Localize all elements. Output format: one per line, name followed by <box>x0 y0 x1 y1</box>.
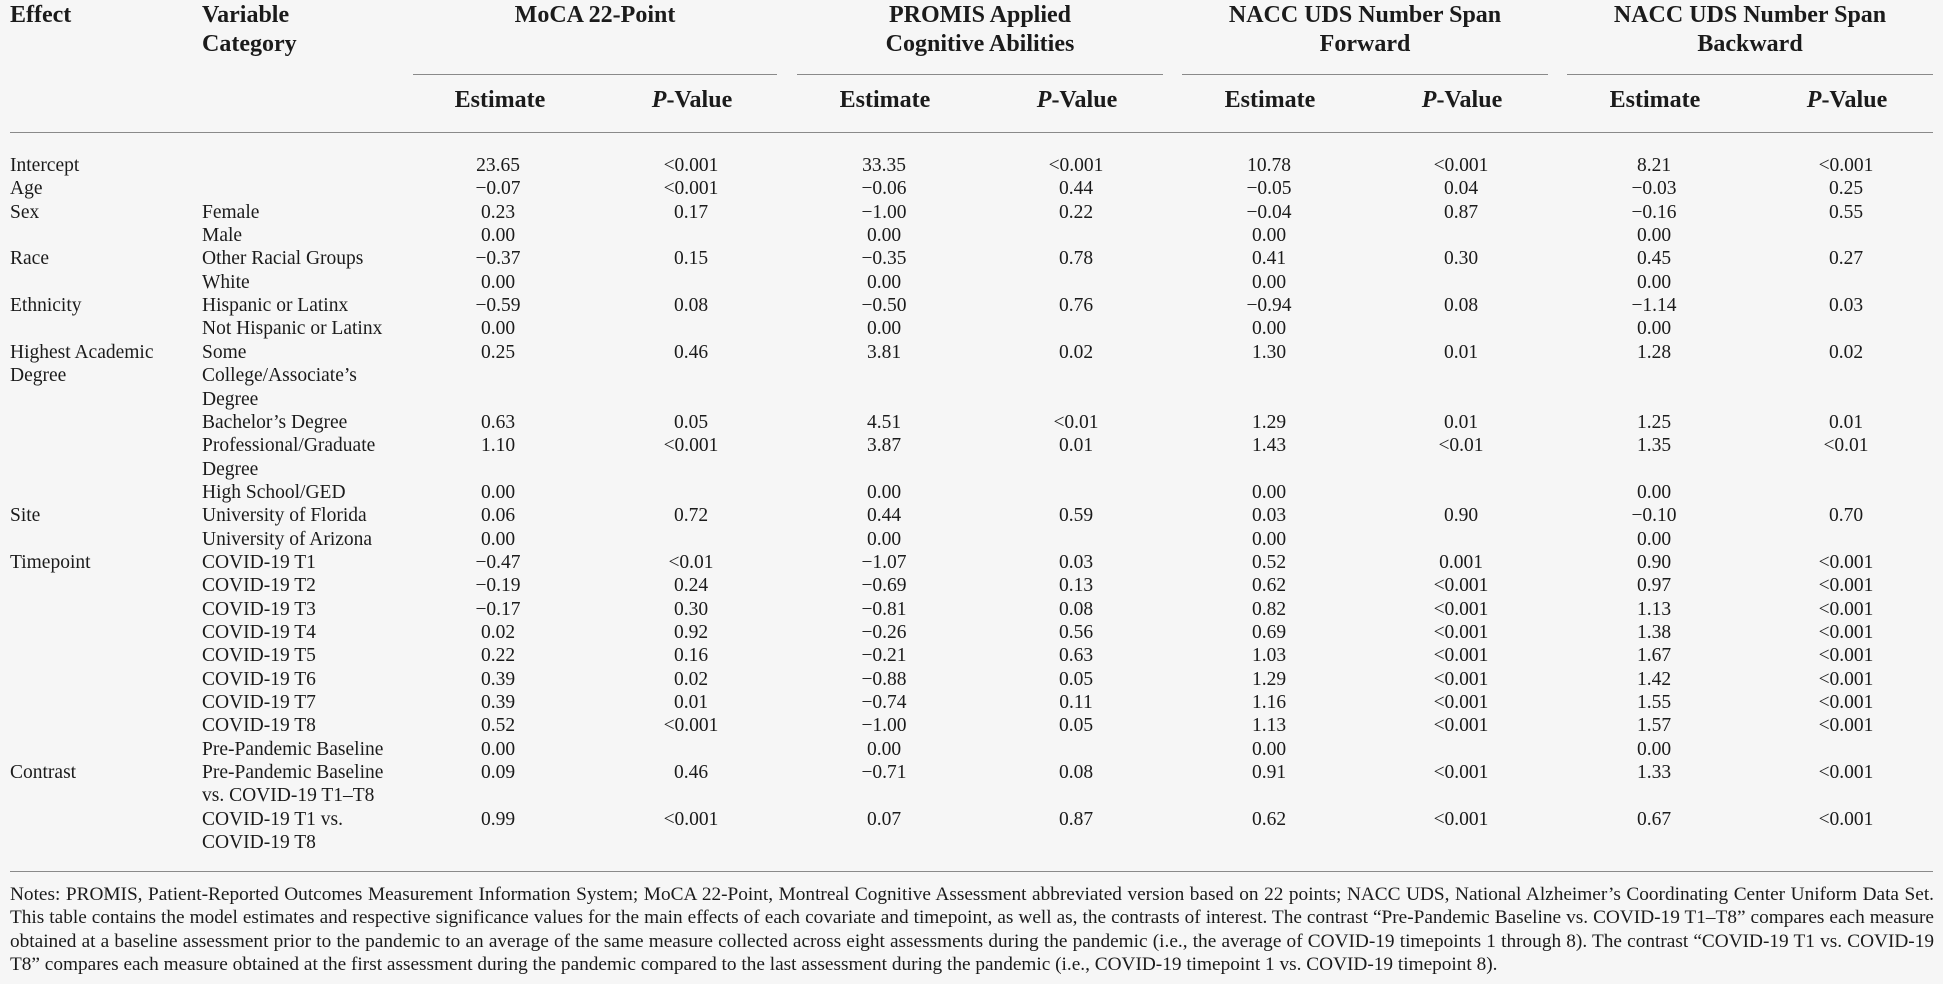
p-value-cell: <0.001 <box>663 808 719 830</box>
p-value-cell: 0.56 <box>1058 622 1094 643</box>
p-value-cell: 0.01 <box>1058 435 1094 457</box>
header-moca-line1: MoCA 22-Point <box>514 2 676 28</box>
p-rest: -Value <box>666 87 733 113</box>
p-rest: -Value <box>1051 87 1118 113</box>
estimate-cell: −0.21 <box>861 645 907 667</box>
row-category: Not Hispanic or Latinx <box>202 318 383 340</box>
estimate-cell: 10.78 <box>1247 155 1291 176</box>
header-bottom-rule <box>10 132 1933 133</box>
estimate-cell: 0.99 <box>480 808 516 830</box>
estimate-cell: 0.23 <box>480 201 516 223</box>
p-value-cell: 0.30 <box>673 598 709 620</box>
p-value-cell: <0.001 <box>1818 551 1874 573</box>
header-variable-line2: Category <box>202 31 297 57</box>
header-promis-line1: PROMIS Applied <box>888 2 1072 28</box>
estimate-cell: 0.00 <box>480 738 516 760</box>
estimate-cell: 0.00 <box>1636 738 1672 760</box>
estimate-cell: 0.00 <box>1251 271 1287 293</box>
p-value-cell: 0.55 <box>1828 201 1864 223</box>
p-value-cell: 0.22 <box>1058 201 1094 223</box>
estimate-cell: 0.39 <box>480 692 516 714</box>
estimate-cell: −0.81 <box>861 598 907 620</box>
row-effect: Degree <box>10 365 67 387</box>
p-italic: P <box>1421 87 1437 113</box>
p-value-cell: <0.01 <box>1053 411 1099 433</box>
subheader-p-value <box>1747 86 1943 115</box>
p-value-cell: <0.001 <box>1433 692 1489 714</box>
p-value-cell: 0.01 <box>1443 341 1479 363</box>
row-category: COVID-19 T7 <box>202 692 316 714</box>
row-effect: Site <box>10 505 41 527</box>
row-category: COVID-19 T8 <box>202 715 316 737</box>
estimate-cell: 0.97 <box>1636 575 1672 597</box>
row-effect: Age <box>10 178 43 200</box>
estimate-cell: 0.00 <box>1636 481 1672 503</box>
p-value-cell: 0.01 <box>1828 411 1864 433</box>
subheader-p-value <box>977 86 1177 115</box>
estimate-cell: 1.30 <box>1251 341 1287 363</box>
estimate-cell: 3.81 <box>866 341 902 363</box>
estimate-cell: −0.35 <box>861 248 907 270</box>
estimate-cell: 1.13 <box>1251 715 1287 737</box>
p-value-cell: 0.03 <box>1828 295 1864 317</box>
row-category: Bachelor’s Degree <box>202 411 348 433</box>
estimate-cell: 1.28 <box>1636 341 1672 363</box>
row-category: Pre-Pandemic Baseline <box>202 738 384 760</box>
row-category: Professional/Graduate <box>202 435 376 457</box>
p-value-cell: 0.87 <box>1443 201 1479 223</box>
p-italic: P <box>651 87 667 113</box>
p-value-cell: 0.02 <box>673 668 709 690</box>
p-value-cell: 0.03 <box>1058 551 1094 573</box>
row-category: University of Arizona <box>202 528 373 550</box>
estimate-cell: −0.17 <box>475 598 521 620</box>
estimate-cell: 0.00 <box>480 481 516 503</box>
subheader-p-value <box>1362 86 1562 115</box>
row-effect: Sex <box>10 201 40 223</box>
estimate-cell: 0.63 <box>480 411 516 433</box>
estimate-cell: 0.52 <box>480 715 516 737</box>
estimate-cell: 1.13 <box>1636 598 1672 620</box>
p-value-cell: 0.70 <box>1828 505 1864 527</box>
estimate-cell: 0.67 <box>1636 808 1672 830</box>
p-value-cell: 0.08 <box>1058 762 1094 784</box>
header-promis <box>797 1 1163 59</box>
header-moca <box>413 1 777 30</box>
estimate-cell: 0.69 <box>1251 622 1287 643</box>
p-value-cell: 0.90 <box>1443 505 1479 527</box>
estimate-cell: 0.44 <box>866 505 902 527</box>
p-value-cell: <0.001 <box>1048 155 1104 176</box>
row-category: COVID-19 T1 vs. <box>202 808 344 830</box>
row-category: COVID-19 T2 <box>202 575 316 597</box>
row-category: Other Racial Groups <box>202 248 364 270</box>
p-value-cell: 0.46 <box>673 762 709 784</box>
row-category: White <box>202 271 250 293</box>
estimate-cell: −0.94 <box>1246 295 1292 317</box>
estimate-cell: −0.88 <box>861 668 907 690</box>
row-effect: Timepoint <box>10 551 91 573</box>
p-value-cell: 0.27 <box>1828 248 1864 270</box>
header-span-forward-line2: Forward <box>1319 31 1411 57</box>
group-rule-forward <box>1182 74 1548 75</box>
estimate-cell: −0.10 <box>1631 505 1677 527</box>
estimate-cell: 0.00 <box>866 271 902 293</box>
table-bottom-rule <box>10 871 1933 872</box>
p-value-cell: 0.01 <box>673 692 709 714</box>
p-value-cell: 0.11 <box>1059 692 1093 714</box>
estimate-cell: 0.00 <box>1251 481 1287 503</box>
p-value-cell: <0.001 <box>1433 808 1489 830</box>
p-value-cell: 0.08 <box>673 295 709 317</box>
p-value-cell: <0.001 <box>1433 715 1489 737</box>
row-category: COVID-19 T3 <box>202 598 316 620</box>
row-category: Pre-Pandemic Baseline <box>202 762 384 784</box>
p-value-cell: <0.001 <box>1818 575 1874 597</box>
estimate-cell: −1.14 <box>1631 295 1677 317</box>
p-value-cell: 0.87 <box>1058 808 1094 830</box>
p-value-cell: 0.08 <box>1058 598 1094 620</box>
p-italic: P <box>1806 87 1822 113</box>
estimate-cell: −0.19 <box>475 575 521 597</box>
estimate-cell: 1.29 <box>1251 668 1287 690</box>
estimate-cell: 0.09 <box>480 762 516 784</box>
estimate-cell: 33.35 <box>862 155 906 176</box>
p-value-cell: 0.78 <box>1058 248 1094 270</box>
row-effect: Intercept <box>10 155 80 176</box>
estimate-cell: −0.03 <box>1631 178 1677 200</box>
p-value-cell: 0.17 <box>673 201 709 223</box>
p-value-cell: 0.46 <box>673 341 709 363</box>
p-rest: -Value <box>1821 87 1888 113</box>
row-category: Hispanic or Latinx <box>202 295 349 317</box>
row-effect: Highest Academic <box>10 341 154 363</box>
estimate-cell: 0.82 <box>1251 598 1287 620</box>
estimate-cell: −0.69 <box>861 575 907 597</box>
row-category: College/Associate’s <box>202 365 357 387</box>
estimate-cell: −0.04 <box>1246 201 1292 223</box>
estimate-cell: −0.47 <box>475 551 521 573</box>
estimate-cell: 1.35 <box>1636 435 1672 457</box>
p-value-cell: <0.001 <box>1818 692 1874 714</box>
estimate-cell: 0.39 <box>480 668 516 690</box>
row-category: Degree <box>202 458 259 480</box>
estimate-cell: −1.00 <box>861 201 907 223</box>
estimate-cell: 23.65 <box>476 155 520 176</box>
p-value-cell: 0.76 <box>1058 295 1094 317</box>
estimate-cell: 0.25 <box>480 341 516 363</box>
p-value-cell: 0.01 <box>1443 411 1479 433</box>
estimate-cell: 0.22 <box>480 645 516 667</box>
estimate-cell: −0.16 <box>1631 201 1677 223</box>
p-value-cell: 0.05 <box>1058 715 1094 737</box>
estimate-cell: 0.00 <box>866 318 902 340</box>
p-value-cell: <0.001 <box>1433 575 1489 597</box>
header-effect: Effect <box>10 2 72 28</box>
row-category: Some <box>202 341 247 363</box>
estimate-cell: 4.51 <box>866 411 902 433</box>
estimate-cell: −0.50 <box>861 295 907 317</box>
row-category: COVID-19 T6 <box>202 668 316 690</box>
estimate-cell: 0.91 <box>1251 762 1287 784</box>
p-italic: P <box>1036 87 1052 113</box>
group-rule-promis <box>797 74 1163 75</box>
estimate-cell: 0.02 <box>480 622 516 643</box>
estimate-cell: 0.41 <box>1251 248 1287 270</box>
estimate-cell: 0.45 <box>1636 248 1672 270</box>
estimate-cell: −0.06 <box>861 178 907 200</box>
p-value-cell: 0.13 <box>1058 575 1094 597</box>
row-category: COVID-19 T8 <box>202 832 316 854</box>
estimate-cell: 0.00 <box>480 271 516 293</box>
estimate-cell: 1.55 <box>1636 692 1672 714</box>
row-category: COVID-19 T5 <box>202 645 316 667</box>
row-category: University of Florida <box>202 505 367 527</box>
header-span-backward <box>1567 1 1933 59</box>
estimate-cell: 1.16 <box>1251 692 1287 714</box>
p-rest: -Value <box>1436 87 1503 113</box>
estimate-cell: 0.90 <box>1636 551 1672 573</box>
subheader-estimate: Estimate <box>1609 87 1701 113</box>
row-category: High School/GED <box>202 481 346 503</box>
estimate-cell: 1.03 <box>1251 645 1287 667</box>
p-value-cell: <0.01 <box>1438 435 1484 457</box>
header-span-forward-line1: NACC UDS Number Span <box>1228 2 1502 28</box>
p-value-cell: 0.24 <box>673 575 709 597</box>
p-value-cell: 0.92 <box>673 622 709 643</box>
estimate-cell: 0.03 <box>1251 505 1287 527</box>
estimate-cell: −0.05 <box>1246 178 1292 200</box>
p-value-cell: <0.001 <box>1818 645 1874 667</box>
estimate-cell: 0.00 <box>1251 528 1287 550</box>
estimate-cell: 0.62 <box>1251 575 1287 597</box>
estimate-cell: 1.33 <box>1636 762 1672 784</box>
row-effect: Contrast <box>10 762 77 784</box>
estimate-cell: 1.42 <box>1636 668 1672 690</box>
p-value-cell: 0.16 <box>673 645 709 667</box>
row-category: COVID-19 T4 <box>202 622 316 643</box>
p-value-cell: <0.001 <box>663 435 719 457</box>
p-value-cell: 0.59 <box>1058 505 1094 527</box>
estimate-cell: 0.00 <box>1636 271 1672 293</box>
row-effect: Ethnicity <box>10 295 82 317</box>
p-value-cell: <0.001 <box>1433 762 1489 784</box>
row-category: COVID-19 T1 <box>202 551 316 573</box>
group-rule-moca <box>413 74 777 75</box>
estimate-cell: 1.38 <box>1636 622 1672 643</box>
estimate-cell: −0.07 <box>475 178 521 200</box>
p-value-cell: <0.001 <box>1818 762 1874 784</box>
header-span-forward <box>1182 1 1548 59</box>
p-value-cell: <0.001 <box>1433 668 1489 690</box>
estimate-cell: 0.00 <box>866 738 902 760</box>
estimate-cell: −0.59 <box>475 295 521 317</box>
estimate-cell: 1.43 <box>1251 435 1287 457</box>
estimate-cell: 0.00 <box>480 225 516 247</box>
p-value-cell: <0.001 <box>663 178 719 200</box>
p-value-cell: 0.08 <box>1443 295 1479 317</box>
estimate-cell: 0.07 <box>866 808 902 830</box>
estimate-cell: 0.06 <box>480 505 516 527</box>
p-value-cell: 0.02 <box>1058 341 1094 363</box>
p-value-cell: <0.001 <box>1818 668 1874 690</box>
p-value-cell: 0.25 <box>1828 178 1864 200</box>
estimate-cell: 0.00 <box>1251 318 1287 340</box>
row-category: Female <box>202 201 260 223</box>
p-value-cell: <0.001 <box>1818 715 1874 737</box>
table-notes: Notes: PROMIS, Patient-Reported Outcomes Measurement Information System; MoCA 22-Point, Montreal Cognitive Assessment abbreviated version based on 22 points; NACC UDS, National Alzheimer’s Coordinating Center Uniform Data Set. This table contains the model estimates and respective significance values for the main effects of each covariate and timepoint, as well as, the contrasts of interest. The contrast “Pre-Pandemic Baseline vs. COVID-19 T1–T8” compares each measure obtained at a baseline assessment prior to the pandemic to an average of the same measure collected across eight assessments during the pandemic (i.e., the average of COVID-19 timepoints 1 through 8). The contrast “COVID-19 T1 vs. COVID-19 T8” compares each measure obtained at the first assessment during the pandemic compared to the last assessment during the pandemic (i.e., COVID-19 timepoint 1 vs. COVID-19 timepoint 8). <box>10 884 1934 976</box>
estimate-cell: −0.71 <box>861 762 907 784</box>
p-value-cell: 0.04 <box>1443 178 1479 200</box>
p-value-cell: 0.15 <box>673 248 709 270</box>
estimate-cell: 0.00 <box>866 481 902 503</box>
p-value-cell: <0.001 <box>1818 622 1874 643</box>
subheader-p-value <box>592 86 792 115</box>
estimate-cell: 0.00 <box>1251 225 1287 247</box>
estimate-cell: −0.74 <box>861 692 907 714</box>
estimate-cell: 0.00 <box>1636 318 1672 340</box>
header-variable-line1: Variable <box>202 2 290 28</box>
estimate-cell: 0.00 <box>480 528 516 550</box>
estimate-cell: −1.00 <box>861 715 907 737</box>
p-value-cell: 0.05 <box>673 411 709 433</box>
estimate-cell: 1.10 <box>480 435 516 457</box>
p-value-cell: <0.01 <box>1823 435 1869 457</box>
p-value-cell: 0.72 <box>673 505 709 527</box>
estimate-cell: 0.52 <box>1251 551 1287 573</box>
p-value-cell: <0.001 <box>1433 645 1489 667</box>
subheader-estimate: Estimate <box>454 87 546 113</box>
p-value-cell: 0.44 <box>1058 178 1094 200</box>
p-value-cell: 0.63 <box>1058 645 1094 667</box>
header-span-backward-line2: Backward <box>1697 31 1803 57</box>
estimate-cell: 1.29 <box>1251 411 1287 433</box>
row-category: Degree <box>202 388 259 410</box>
row-category: vs. COVID-19 T1–T8 <box>202 785 375 807</box>
estimate-cell: 0.00 <box>1251 738 1287 760</box>
subheader-estimate: Estimate <box>839 87 931 113</box>
header-promis-line2: Cognitive Abilities <box>885 31 1075 57</box>
estimate-cell: 1.67 <box>1636 645 1672 667</box>
p-value-cell: 0.001 <box>1439 551 1483 573</box>
estimate-cell: 0.62 <box>1251 808 1287 830</box>
estimate-cell: 8.21 <box>1636 155 1672 176</box>
row-category: Male <box>202 225 243 247</box>
p-value-cell: <0.001 <box>1818 155 1874 176</box>
p-value-cell: <0.01 <box>668 551 714 573</box>
p-value-cell: <0.001 <box>1433 598 1489 620</box>
p-value-cell: <0.001 <box>1818 808 1874 830</box>
estimate-cell: 0.00 <box>866 225 902 247</box>
p-value-cell: 0.05 <box>1058 668 1094 690</box>
p-value-cell: <0.001 <box>663 155 719 176</box>
estimate-cell: 3.87 <box>866 435 902 457</box>
p-value-cell: <0.001 <box>663 715 719 737</box>
p-value-cell: 0.02 <box>1828 341 1864 363</box>
estimate-cell: 1.25 <box>1636 411 1672 433</box>
estimate-cell: 0.00 <box>480 318 516 340</box>
row-effect: Race <box>10 248 49 270</box>
p-value-cell: 0.30 <box>1443 248 1479 270</box>
estimate-cell: −1.07 <box>861 551 907 573</box>
estimate-cell: 0.00 <box>866 528 902 550</box>
subheader-estimate: Estimate <box>1224 87 1316 113</box>
estimate-cell: −0.26 <box>861 622 907 643</box>
header-span-backward-line1: NACC UDS Number Span <box>1613 2 1887 28</box>
group-rule-backward <box>1567 74 1933 75</box>
estimate-cell: −0.37 <box>475 248 521 270</box>
p-value-cell: <0.001 <box>1433 155 1489 176</box>
p-value-cell: <0.001 <box>1818 598 1874 620</box>
estimate-cell: 0.00 <box>1636 528 1672 550</box>
p-value-cell: <0.001 <box>1433 622 1489 643</box>
estimate-cell: 1.57 <box>1636 715 1672 737</box>
estimate-cell: 0.00 <box>1636 225 1672 247</box>
